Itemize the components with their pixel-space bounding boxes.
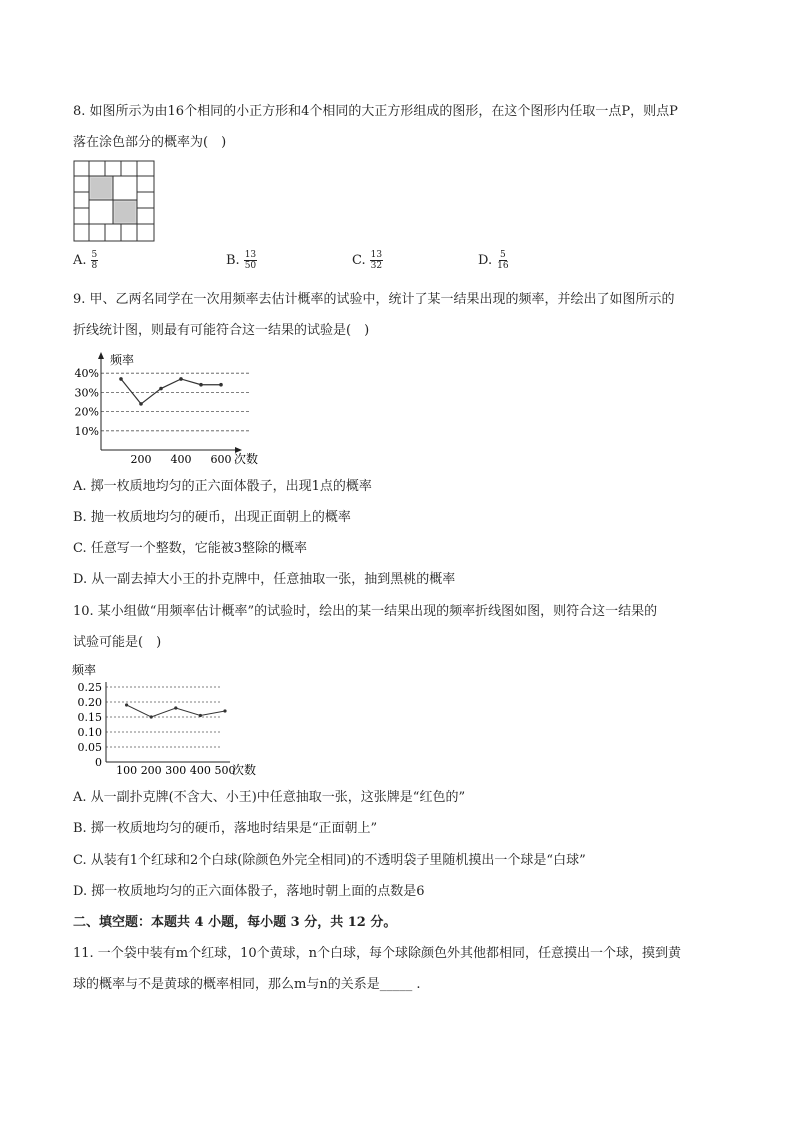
- data-point: [174, 706, 177, 709]
- chart-xlabel: 次数: [234, 452, 259, 466]
- data-point: [139, 402, 143, 406]
- y-tick-label: 0.20: [77, 696, 102, 709]
- q8-option-b[interactable]: B. $\frac{13}{50}$: [226, 250, 257, 271]
- fraction: $\frac{13}{32}$: [370, 250, 383, 271]
- y-tick-label: 30%: [74, 386, 99, 400]
- q8-stem-line1: 8. 如图所示为由16个相同的小正方形和4个相同的大正方形组成的图形，在这个图形内任取一点P，则点P: [73, 104, 678, 119]
- q8-option-c[interactable]: C. $\frac{13}{32}$: [352, 250, 383, 271]
- q11-stem-line2: 球的概率与不是黄球的概率相同，那么m与n的关系是_____ .: [73, 977, 421, 992]
- x-tick-label: 200: [130, 453, 152, 466]
- fraction: $\frac{5}{8}$: [91, 250, 98, 271]
- chart-ylabel: 频率: [72, 663, 97, 677]
- q8-option-a[interactable]: A. $\frac{5}{8}$: [73, 250, 98, 271]
- data-point: [159, 387, 163, 391]
- chart-ylabel: 频率: [110, 353, 135, 367]
- q10-option-b[interactable]: B. 掷一枚质地均匀的硬币，落地时结果是“正面朝上”: [73, 821, 378, 836]
- data-point: [199, 383, 203, 387]
- y-tick-label: 40%: [74, 367, 99, 381]
- q9-option-b[interactable]: B. 抛一枚质地均匀的硬币，出现正面朝上的概率: [73, 510, 351, 525]
- fraction: $\frac{5}{16}$: [497, 250, 509, 271]
- chart-xlabel: 次数: [232, 763, 257, 777]
- x-tick-label: 500: [214, 764, 236, 777]
- q10-option-d[interactable]: D. 掷一枚质地均匀的正六面体骰子，落地时朝上面的点数是6: [73, 884, 425, 899]
- x-tick-label: 200: [140, 764, 162, 777]
- y-tick-label: 0.25: [77, 681, 102, 694]
- data-point: [219, 383, 223, 387]
- y-tick-label: 20%: [74, 405, 99, 419]
- fraction: $\frac{13}{50}$: [244, 250, 257, 271]
- y-tick-label: 0.05: [77, 741, 102, 754]
- data-point: [125, 703, 128, 706]
- x-tick-label: 300: [165, 764, 187, 777]
- q8-option-d[interactable]: D. $\frac{5}{16}$: [478, 250, 509, 271]
- q10-stem-line1: 10. 某小组做“用频率估计概率”的试验时，绘出的某一结果出现的频率折线图如图，则符合这一结果的: [73, 604, 658, 619]
- x-tick-label: 100: [116, 764, 138, 777]
- q9-line-chart: [70, 350, 270, 468]
- q11-stem-line1: 11. 一个袋中装有m个红球，10个黄球，n个白球，每个球除颜色外其他都相同，任意摸出一个球，摸到黄: [73, 946, 682, 961]
- q8-stem-line2: 落在涂色部分的概率为( ): [73, 135, 227, 150]
- q10-option-a[interactable]: A. 从一副扑克牌(不含大、小王)中任意抽取一张，这张牌是“红色的”: [73, 790, 466, 805]
- x-tick-label: 400: [189, 764, 211, 777]
- y-tick-label: 0.10: [77, 726, 102, 739]
- q10-line-chart: [70, 660, 270, 780]
- y-tick-label: 0: [95, 756, 102, 769]
- data-point: [119, 377, 123, 381]
- data-point: [199, 714, 202, 717]
- y-tick-label: 10%: [74, 424, 99, 438]
- section-heading: 二、填空题：本题共 4 小题，每小题 3 分，共 12 分。: [73, 915, 397, 930]
- q8-square-figure: [73, 160, 155, 242]
- q9-option-c[interactable]: C. 任意写一个整数，它能被3整除的概率: [73, 541, 308, 556]
- series-line: [121, 379, 221, 404]
- q10-stem-line2: 试验可能是( ): [73, 635, 162, 650]
- q9-option-d[interactable]: D. 从一副去掉大小王的扑克牌中，任意抽取一张，抽到黑桃的概率: [73, 572, 456, 587]
- q10-option-c[interactable]: C. 从装有1个红球和2个白球(除颜色外完全相同)的不透明袋子里随机摸出一个球是“白球”: [73, 853, 586, 868]
- q9-stem-line1: 9. 甲、乙两名同学在一次用频率去估计概率的试验中，统计了某一结果出现的频率，并绘出了如图所示的: [73, 292, 675, 307]
- x-tick-label: 600: [210, 453, 232, 466]
- q9-option-a[interactable]: A. 掷一枚质地均匀的正六面体骰子，出现1点的概率: [73, 479, 372, 494]
- data-point: [223, 709, 226, 712]
- q9-stem-line2: 折线统计图，则最有可能符合这一结果的试验是( ): [73, 323, 370, 338]
- x-tick-label: 400: [170, 453, 192, 466]
- data-point: [150, 715, 153, 718]
- y-tick-label: 0.15: [77, 711, 102, 724]
- data-point: [179, 377, 183, 381]
